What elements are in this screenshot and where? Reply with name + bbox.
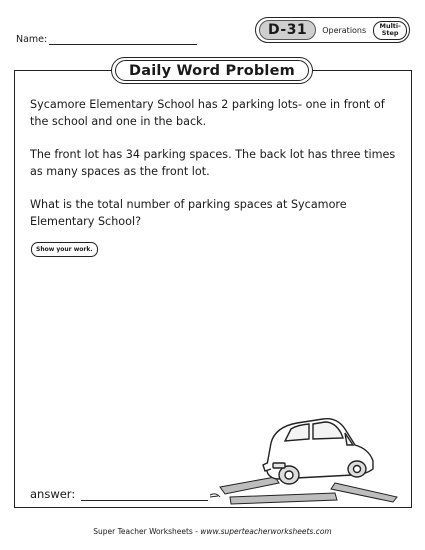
worksheet-code: D-31 xyxy=(259,20,316,40)
problem-paragraph-3: What is the total number of parking spaces at Sycamore Elementary School? xyxy=(30,198,347,228)
page-title: Daily Word Problem xyxy=(115,60,309,81)
answer-row xyxy=(30,487,208,501)
name-label: Name: xyxy=(16,34,48,45)
problem-paragraph-2: The front lot has 34 parking spaces. The back lot has three times as many spaces as the front lot. xyxy=(30,148,396,178)
name-line xyxy=(49,35,197,45)
car-parking-illustration xyxy=(205,405,405,505)
worksheet-tag: Multi- Step xyxy=(373,21,407,40)
name-row xyxy=(16,34,197,45)
show-work-label: Show your work. xyxy=(31,242,98,257)
footer xyxy=(0,527,425,536)
parking-lines xyxy=(220,477,397,504)
footer-prefix: Super Teacher Worksheets - xyxy=(93,527,201,536)
worksheet-topic: Operations xyxy=(322,25,367,35)
car-icon xyxy=(263,419,373,484)
problem-paragraph-1: Sycamore Elementary School has 2 parking lots- one in front of the school and one in the back. xyxy=(30,98,385,128)
worksheet-badge xyxy=(255,17,410,43)
footer-url: www.superteacherworksheets.com xyxy=(200,527,332,536)
title-pill xyxy=(111,57,313,84)
answer-label: answer: xyxy=(30,487,76,501)
answer-line[interactable] xyxy=(81,490,208,501)
